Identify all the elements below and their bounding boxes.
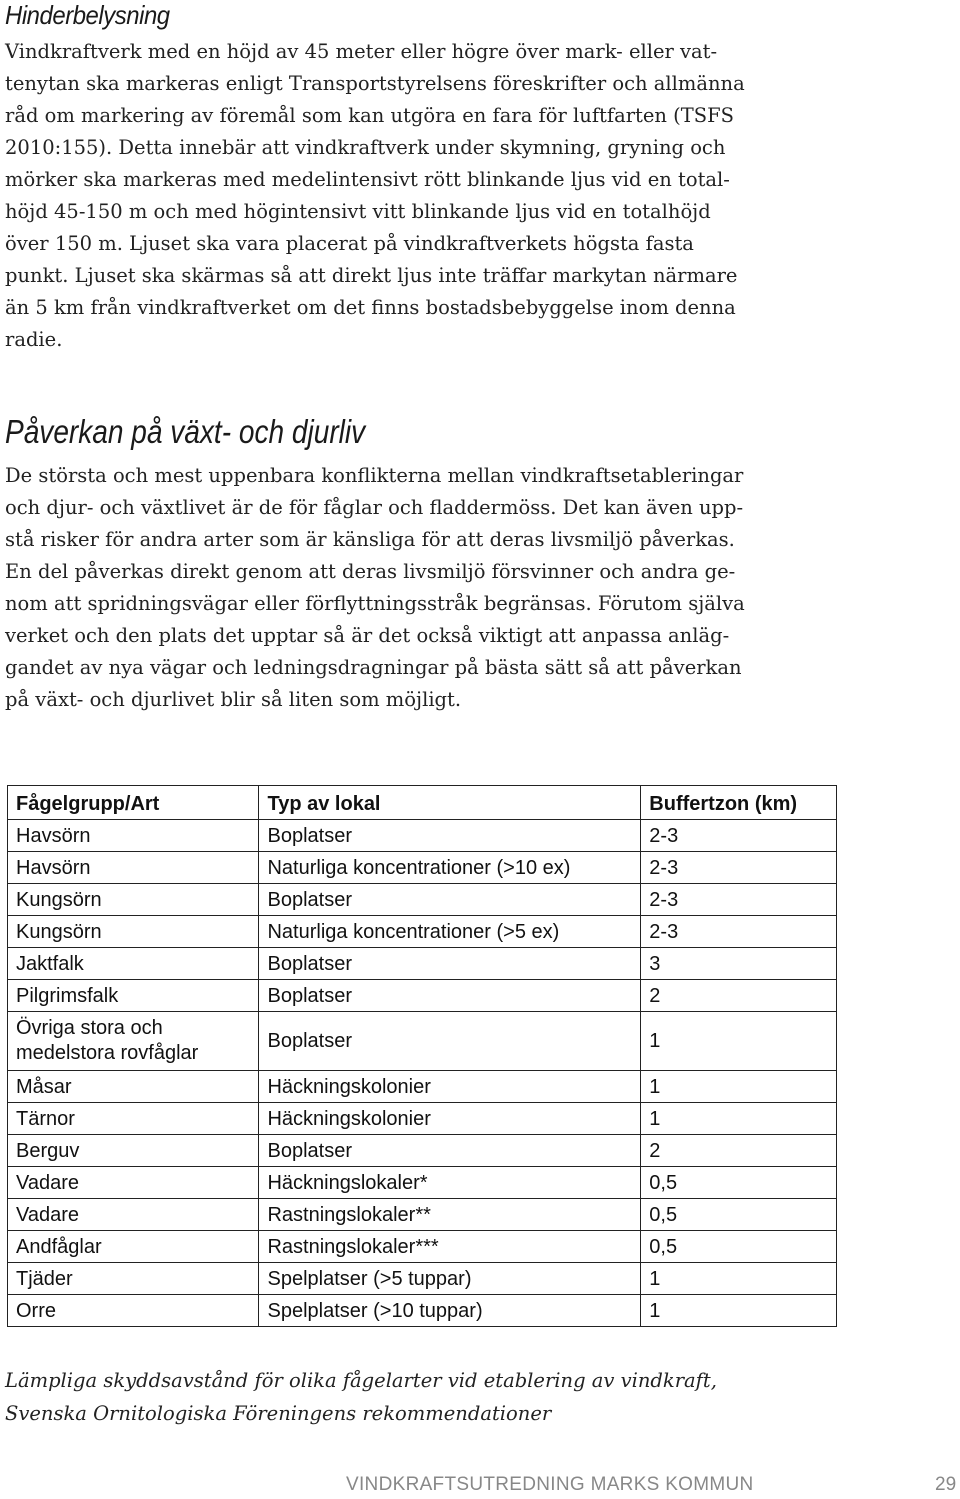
table-cell-species: Vadare <box>8 1167 259 1199</box>
table-cell-species: Vadare <box>8 1199 259 1231</box>
buffer-zone-table <box>7 785 837 1327</box>
table-cell-buffer: 0,5 <box>641 1167 837 1199</box>
caption-line: Lämpliga skyddsavstånd för olika fågelarter vid etablering av vindkraft, <box>5 1369 717 1392</box>
paragraph-line: höjd 45-150 m och med högintensivt vitt blinkande ljus vid en totalhöjd <box>5 200 711 223</box>
section-heading-paverkan: Påverkan på växt- och djurliv <box>5 413 366 450</box>
table-row <box>8 820 837 852</box>
table-cell-site-type: Naturliga koncentrationer (>5 ex) <box>259 916 641 948</box>
table-cell-site-type: Boplatser <box>259 1135 641 1167</box>
column-header-species: Fågelgrupp/Art <box>8 786 259 820</box>
table-cell-buffer: 1 <box>641 1263 837 1295</box>
table-cell-site-type: Spelplatser (>5 tuppar) <box>259 1263 641 1295</box>
table-row <box>8 1012 837 1071</box>
table-row <box>8 1167 837 1199</box>
paragraph-line: verket och den plats det upptar så är det också viktigt att anpassa anläg- <box>5 624 730 647</box>
table-cell-site-type: Boplatser <box>259 820 641 852</box>
table-row <box>8 1071 837 1103</box>
table-row <box>8 1295 837 1327</box>
table-cell-site-type: Boplatser <box>259 1012 641 1071</box>
paragraph-line: gandet av nya vägar och ledningsdragningar på bästa sätt så att påverkan <box>5 656 742 679</box>
paragraph-line: stå risker för andra arter som är känsliga för att deras livsmiljö påverkas. <box>5 528 735 551</box>
table-cell-buffer: 1 <box>641 1012 837 1071</box>
table-row <box>8 1263 837 1295</box>
table-cell-buffer: 1 <box>641 1295 837 1327</box>
table-cell-site-type: Boplatser <box>259 884 641 916</box>
table-caption <box>5 1364 717 1430</box>
table-cell-buffer: 2 <box>641 980 837 1012</box>
table-cell-site-type: Boplatser <box>259 980 641 1012</box>
table-cell-buffer: 1 <box>641 1071 837 1103</box>
table-row <box>8 1103 837 1135</box>
species-line: Övriga stora och <box>16 1017 163 1039</box>
table-cell-site-type: Häckningskolonier <box>259 1103 641 1135</box>
table-cell-species: Jaktfalk <box>8 948 259 980</box>
table-cell-buffer: 2 <box>641 1135 837 1167</box>
column-header-buffer-zone: Buffertzon (km) <box>641 786 837 820</box>
paragraph-line: mörker ska markeras med medelintensivt rött blinkande ljus vid en total- <box>5 168 730 191</box>
table-cell-species: Berguv <box>8 1135 259 1167</box>
table-cell-species: Kungsörn <box>8 916 259 948</box>
paragraph-hinderbelysning <box>5 36 745 356</box>
table-row <box>8 852 837 884</box>
paragraph-line: tenytan ska markeras enligt Transportstyrelsens föreskrifter och allmänna <box>5 72 745 95</box>
table-cell-species: Kungsörn <box>8 884 259 916</box>
paragraph-line: De största och mest uppenbara konflikterna mellan vindkraftsetableringar <box>5 464 744 487</box>
table-cell-site-type: Naturliga koncentrationer (>10 ex) <box>259 852 641 884</box>
caption-line: Svenska Ornitologiska Föreningens rekommendationer <box>5 1402 552 1425</box>
table-row <box>8 884 837 916</box>
table-cell-species: Orre <box>8 1295 259 1327</box>
table-row <box>8 1135 837 1167</box>
table-cell-site-type: Rastningslokaler*** <box>259 1231 641 1263</box>
paragraph-line: Vindkraftverk med en höjd av 45 meter eller högre över mark- eller vat- <box>5 40 718 63</box>
paragraph-line: nom att spridningsvägar eller förflyttningsstråk begränsas. Förutom själva <box>5 592 745 615</box>
paragraph-line: och djur- och växtlivet är de för fåglar och fladdermöss. Det kan även upp- <box>5 496 744 519</box>
table-cell-species: Pilgrimsfalk <box>8 980 259 1012</box>
table-cell-species: Måsar <box>8 1071 259 1103</box>
table-cell-buffer: 0,5 <box>641 1231 837 1263</box>
table-row <box>8 980 837 1012</box>
table-cell-species: Havsörn <box>8 820 259 852</box>
species-line: medelstora rovfåglar <box>16 1042 199 1064</box>
table-cell-buffer: 1 <box>641 1103 837 1135</box>
paragraph-paverkan <box>5 460 745 716</box>
paragraph-line: än 5 km från vindkraftverket om det finns bostadsbebyggelse inom denna <box>5 296 736 319</box>
table-header-row <box>8 786 837 820</box>
section-heading-hinderbelysning: Hinderbelysning <box>5 0 170 30</box>
table-cell-buffer: 2-3 <box>641 916 837 948</box>
footer-title: VINDKRAFTSUTREDNING MARKS KOMMUN <box>346 1474 754 1495</box>
table-cell-site-type: Spelplatser (>10 tuppar) <box>259 1295 641 1327</box>
table-cell-species: Tjäder <box>8 1263 259 1295</box>
table-cell-site-type: Boplatser <box>259 948 641 980</box>
table-cell-site-type: Rastningslokaler** <box>259 1199 641 1231</box>
table-row <box>8 1199 837 1231</box>
table-cell-buffer: 3 <box>641 948 837 980</box>
paragraph-line: 2010:155). Detta innebär att vindkraftverk under skymning, gryning och <box>5 136 726 159</box>
table-cell-buffer: 0,5 <box>641 1199 837 1231</box>
table-cell-species <box>8 1012 259 1071</box>
table-row <box>8 1231 837 1263</box>
column-header-site-type: Typ av lokal <box>259 786 641 820</box>
paragraph-line: En del påverkas direkt genom att deras livsmiljö försvinner och andra ge- <box>5 560 736 583</box>
table-cell-species: Havsörn <box>8 852 259 884</box>
table-cell-buffer: 2-3 <box>641 884 837 916</box>
table-row <box>8 916 837 948</box>
table-cell-site-type: Häckningskolonier <box>259 1071 641 1103</box>
table-cell-site-type: Häckningslokaler* <box>259 1167 641 1199</box>
table-cell-buffer: 2-3 <box>641 852 837 884</box>
paragraph-line: punkt. Ljuset ska skärmas så att direkt ljus inte träffar markytan närmare <box>5 264 738 287</box>
table-cell-species: Tärnor <box>8 1103 259 1135</box>
page-number: 29 <box>935 1474 957 1495</box>
table-cell-species: Andfåglar <box>8 1231 259 1263</box>
table-row <box>8 948 837 980</box>
paragraph-line: radie. <box>5 328 63 351</box>
table-cell-buffer: 2-3 <box>641 820 837 852</box>
paragraph-line: råd om markering av föremål som kan utgöra en fara för luftfarten (TSFS <box>5 104 735 127</box>
paragraph-line: över 150 m. Ljuset ska vara placerat på vindkraftverkets högsta fasta <box>5 232 694 255</box>
paragraph-line: på växt- och djurlivet blir så liten som möjligt. <box>5 688 462 711</box>
